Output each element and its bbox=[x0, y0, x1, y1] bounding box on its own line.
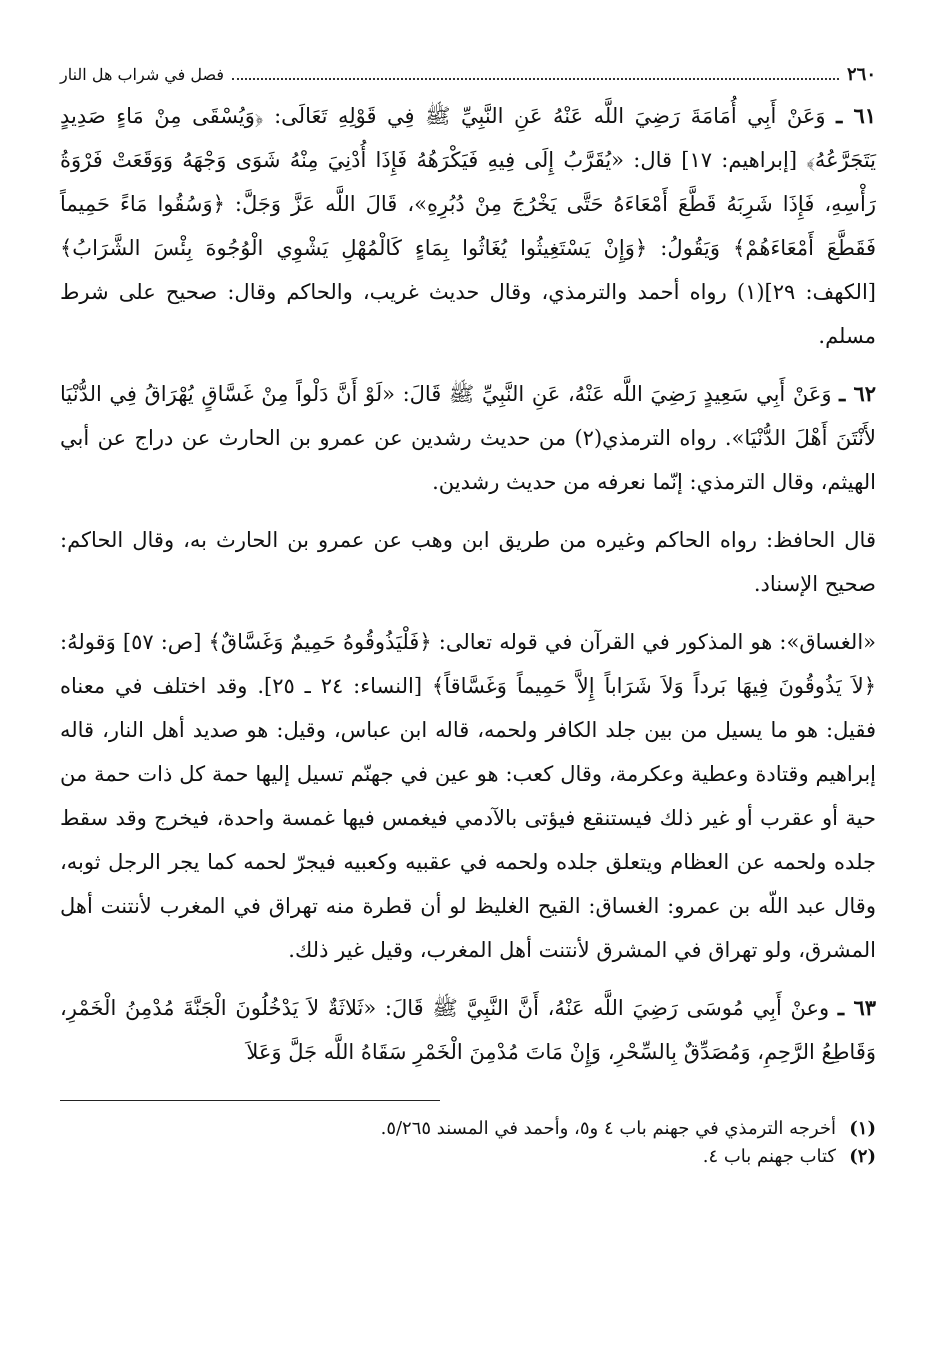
hadith-61 bbox=[60, 94, 876, 358]
hadith-text: وَعَنْ أَبِي أُمَامَةَ رَضِيَ اللَّه عَنْهُ عَنِ النَّبِيِّ ﷺ فِي قَوْلِهِ تَعَالَى: ﴿وَيُسْقَى مِنْ مَاءٍ صَدِيدٍ يَتَجَرَّعُهُ﴾ [إبراهيم: ١٧] قال: «يُقَرَّبُ إِلَى فِيهِ فَيَكْرَهُهُ فَإِذَا أُدْنِيَ مِنْهُ شَوَى وَجْهَهُ وَوَقَعَتْ فَرْوَةُ رَأْسِهِ، فَإِذَا شَرِبَهُ قَطَّعَ أَمْعَاءَهُ حَتَّى يَخْرُجَ مِنْ دُبُرِهِ»، قَالَ اللَّه عَزَّ وَجَلَّ: ﴿وَسُقُوا مَاءً حَمِيماً فَقَطَّعَ أَمْعَاءَهُمْ﴾ وَيَقُولُ: ﴿وَإِنْ يَسْتَغِيثُوا يُغَاثُوا بِمَاءٍ كَالْمُهْلِ يَشْوِي الْوُجُوهَ بِئْسَ الشَّرَابُ﴾ [الكهف: ٢٩](١) رواه أحمد والترمذي، وقال حديث غريب، والحاكم وقال: صحيح على شرط مسلم. bbox=[60, 104, 876, 348]
footnote-separator bbox=[60, 1100, 440, 1101]
hadith-number: ٦٢ ـ bbox=[839, 381, 876, 406]
page-number: ٢٦٠ bbox=[846, 64, 876, 85]
commentary-text: قال الحافظ: رواه الحاكم وغيره من طريق ابن وهب عن عمرو بن الحارث به، وقال الحاكم: صحيح الإسناد. bbox=[60, 528, 876, 596]
footnote-1 bbox=[60, 1115, 876, 1143]
hadith-63 bbox=[60, 986, 876, 1074]
body-text bbox=[60, 94, 876, 1074]
footnote-marker: (٢) bbox=[849, 1146, 876, 1167]
footnote-text: أخرجه الترمذي في جهنم باب ٤ و٥، وأحمد في المسند ٥/٢٦٥. bbox=[380, 1118, 836, 1139]
footnote-marker: (١) bbox=[849, 1118, 876, 1139]
footnote-text: كتاب جهنم باب ٤. bbox=[702, 1146, 836, 1167]
header-dot-leader bbox=[232, 78, 839, 80]
commentary-text: «الغساق»: هو المذكور في القرآن في قوله تعالى: ﴿فَلْيَذُوقُوهُ حَمِيمٌ وَغَسَّاقٌ﴾ [ص: ٥٧] وَقولهُ: ﴿لاَ يَذُوقُونَ فِيهَا بَرداً وَلاَ شَرَاباً إِلاَّ حَمِيماً وَغَسَّاقاً﴾ [النساء: ٢٤ ـ ٢٥]. وقد اختلف في معناه فقيل: هو ما يسيل من بين جلد الكافر ولحمه، قاله ابن عباس، وقيل: هو صديد أهل النار، قاله إبراهيم وقتادة وعطية وعكرمة، وقال كعب: هو عين في جهنّم تسيل إليها حمة كل ذات حمة من حية أو عقرب أو غير ذلك فيستنقع فيؤتى بالآدمي فيغمس فيها غمسة واحدة، فيخرج وقد سقط جلده ولحمه عن العظام ويتعلق جلده ولحمه في عقبيه وكعبيه فيجرّ لحمه كما يجر الرجل ثوبه، وقال عبد اللّه بن عمرو: الغساق: القيح الغليظ لو أن قطرة منه تهراق في المغرب لأنتنت أهل المشرق، ولو تهراق في المشرق لأنتنت أهل المغرب، وقيل غير ذلك. bbox=[60, 630, 876, 962]
hadith-text: وعنْ أَبِي مُوسَى رَضِيَ اللَّه عَنْهُ، أَنَّ النَّبِيَّ ﷺ قَالَ: «ثَلاثَةٌ لاَ يَدْخُلُونَ الْجَنَّةَ مُدْمِنُ الْخَمْرِ، وَقَاطِعُ الرَّحِمِ، وَمُصَدِّقٌ بِالسِّحْرِ، وَإِنْ مَاتَ مُدْمِنَ الْخَمْرِ سَقَاهُ اللَّه جَلَّ وَعَلاَ bbox=[60, 996, 876, 1064]
footnotes bbox=[60, 1115, 876, 1171]
hadith-62 bbox=[60, 372, 876, 504]
running-header bbox=[60, 62, 876, 94]
section-title: فصل في شراب هل النار bbox=[60, 65, 225, 84]
commentary-hafiz bbox=[60, 518, 876, 606]
hadith-number: ٦١ ـ bbox=[836, 103, 876, 128]
hadith-number: ٦٣ ـ bbox=[837, 995, 876, 1020]
footnote-2 bbox=[60, 1143, 876, 1171]
book-page bbox=[60, 62, 876, 1329]
commentary-ghassaq bbox=[60, 620, 876, 972]
hadith-text: وَعَنْ أَبِي سَعِيدٍ رَضِيَ اللَّه عَنْهُ، عَنِ النَّبِيِّ ﷺ قَالَ: «لَوْ أَنَّ دَلْواً مِنْ غَسَّاقٍ يُهْرَاقُ فِي الدُّنْيَا لأَنْتَنَ أَهْلَ الدُّنْيَا». رواه الترمذي(٢) من حديث رشدين عن عمرو بن الحارث عن دراج عن أبي الهيثم، وقال الترمذي: إنّما نعرفه من حديث رشدين. bbox=[60, 382, 876, 494]
